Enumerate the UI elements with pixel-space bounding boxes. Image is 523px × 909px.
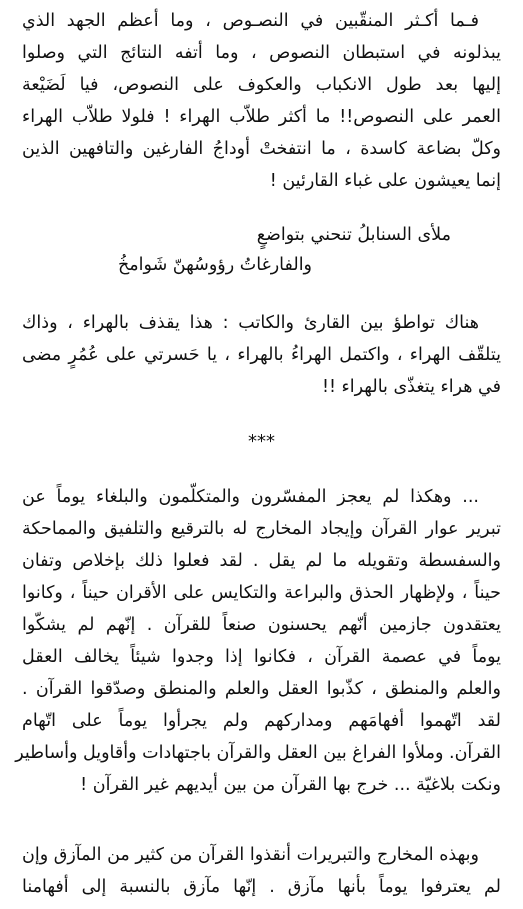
text-line: في هراء يتغذّى بالهراء !! bbox=[321, 377, 501, 397]
text-line: لقد اتّهموا أفهامَهم ومداركهم ولم يجرأوا يوماً على اتّهام bbox=[22, 711, 501, 731]
text-line: هناك تواطؤ بين القارئ والكاتب : هذا يقذف بالهراء ، وذاك bbox=[22, 313, 479, 333]
text-line: إليها بعد طول الانكباب والعكوف على النصوص، فيا لَضَيْعة bbox=[22, 75, 501, 95]
text-line: يعتقدون جازمين أنّهم يحسنون صنعاً للقرآن . إنّهم لم يشكّوا bbox=[22, 615, 501, 635]
text-line: والعلم والمنطق ، كذّبوا العقل والعلم والمنطق وصدّقوا القرآن . bbox=[22, 679, 501, 699]
poem-line: والفارغاتُ رؤوسُهنّ شَوامخُ bbox=[118, 255, 313, 275]
text-line: لم يعترفوا يوماً بأنها مآزق . إنّها مآزق بالنسبة إلى أفهامنا bbox=[22, 877, 501, 897]
text-line: يوماً في عصمة القرآن ، فكانوا إذا وجدوا شيئاً يخالف العقل bbox=[22, 647, 501, 667]
text-line: ... وهكذا لم يعجز المفسّرون والمتكلّمون والبلغاء يوماً عن bbox=[22, 487, 479, 507]
section-separator: *** bbox=[248, 431, 275, 452]
text-line: وكلّ بضاعة كاسدة ، ما انتفختْ أوداجُ الفارغين والتافهين الذين bbox=[22, 139, 501, 159]
poem-line: ملأى السنابلُ تنحني بتواضعٍ bbox=[256, 225, 451, 245]
text-line: إنما يعيشون على غباء القارئين ! bbox=[269, 171, 501, 191]
text-line: فـما أكـثر المنقّبين في النصـوص ، وما أعظم الجهد الذي bbox=[22, 11, 479, 31]
text-line: تبرير عوار القرآن وإيجاد المخارج له بالترقيع والتلفيق والمماحكة bbox=[22, 519, 501, 539]
text-line: والسفسطة وتقويله ما لم يقل . لقد فعلوا ذلك بإخلاص وتفان bbox=[22, 551, 501, 571]
text-line: حيناً ، ولإظهار الحذق والبراعة والتكايس على الأقران حيناً ، وكانوا bbox=[22, 583, 501, 603]
text-line: يبذلونه في استبطان النصوص ، وما أتفه النتائج التي وصلوا bbox=[22, 43, 501, 63]
text-line: ونكت بلاغيّة ... خرج بها القرآن من بين أيديهم غير القرآن ! bbox=[80, 775, 501, 795]
text-line: القرآن. وملأوا الفراغ بين العقل والقرآن باجتهادات وأقاويل وأساطير bbox=[15, 743, 501, 763]
text-line: يتلقّف الهراء ، واكتمل الهراءُ بالهراء ، يا حَسرتي على عُمُرٍ مضى bbox=[22, 345, 501, 365]
text-line: العمر على النصوص!! ما أكثر طلاّب الهراء ! فلولا طلاّب الهراء bbox=[22, 107, 501, 127]
text-line: وبهذه المخارج والتبريرات أنقذوا القرآن من كثير من المآزق وإن bbox=[22, 845, 479, 865]
